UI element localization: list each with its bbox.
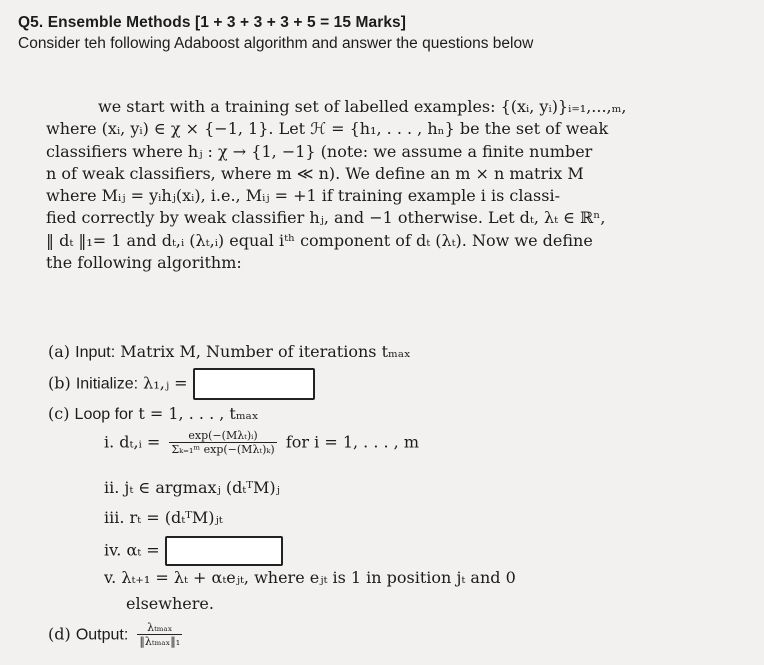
step-initialize: (b) Initialize: λ₁,ⱼ =: [48, 368, 315, 400]
step-loop: (c) Loop for t = 1, . . . , tₘₐₓ: [48, 404, 259, 423]
description-line: ‖ dₜ ‖₁= 1 and dₜ,ᵢ (λₜ,ᵢ) equal iᵗʰ component of dₜ (λₜ). Now we define: [46, 230, 593, 250]
step-label: Input:: [75, 344, 116, 361]
step-label: Initialize:: [75, 375, 139, 393]
substep-v: v. λₜ₊₁ = λₜ + αₜeⱼₜ, where eⱼₜ is 1 in position jₜ and 0: [104, 568, 516, 587]
description-line: where Mᵢⱼ = yᵢhⱼ(xᵢ), i.e., Mᵢⱼ = +1 if training example i is classi-: [46, 186, 560, 206]
problem-description: [46, 96, 696, 274]
step-input: (a) Input: Matrix M, Number of iterations tₘₐₓ: [48, 342, 411, 361]
answer-box-initialize[interactable]: [193, 368, 315, 400]
weight-fraction: $\frac{\text{exp(−(Mλₜ)ᵢ)}}{\text{Σₖ₌₁ᵐ exp(−(Mλₜ)ₖ)}}$: [171, 429, 275, 456]
step-output: (d) Output: $\frac{\text{λₜₘₐₓ}}{\text{‖λₜₘₐₓ‖₁}}$: [48, 621, 181, 648]
step-label: Output:: [75, 626, 129, 644]
question-subtitle: Consider teh following Adaboost algorithm and answer the questions below: [18, 35, 534, 52]
step-label: Loop for: [74, 406, 134, 423]
question-header: [18, 14, 533, 53]
output-fraction: $\frac{\text{λₜₘₐₓ}}{\text{‖λₜₘₐₓ‖₁}}$: [139, 621, 181, 648]
substep-v-continuation: elsewhere.: [126, 594, 214, 613]
answer-box-alpha[interactable]: [165, 536, 283, 566]
substep-iv: iv. αₜ =: [104, 536, 283, 566]
description-line: classifiers where hⱼ : χ → {1, −1} (note: we assume a finite number: [46, 141, 593, 161]
question-title: Q5. Ensemble Methods [1 + 3 + 3 + 3 + 5 = 15 Marks]: [18, 14, 407, 31]
substep-iii: iii. rₜ = (dₜᵀM)ⱼₜ: [104, 508, 223, 527]
substep-ii: ii. jₜ ∈ argmaxⱼ (dₜᵀM)ⱼ: [104, 478, 280, 497]
description-line: where (xᵢ, yᵢ) ∈ χ × {−1, 1}. Let ℋ = {h₁, . . . , hₙ} be the set of weak: [46, 119, 609, 139]
substep-i: i. dₜ,ᵢ = $\frac{\text{exp(−(Mλₜ)ᵢ)}}{\text{Σₖ₌₁ᵐ exp(−(Mλₜ)ₖ)}}$ for i = 1, . . . , m: [104, 429, 420, 456]
description-line: n of weak classifiers, where m ≪ n). We define an m × n matrix M: [46, 163, 584, 183]
description-line: we start with a training set of labelled examples: {(xᵢ, yᵢ)}ᵢ₌₁,...,ₘ,: [98, 97, 627, 116]
description-line: the following algorithm:: [46, 253, 242, 273]
description-line: fied correctly by weak classifier hⱼ, and −1 otherwise. Let dₜ, λₜ ∈ ℝⁿ,: [46, 208, 606, 228]
